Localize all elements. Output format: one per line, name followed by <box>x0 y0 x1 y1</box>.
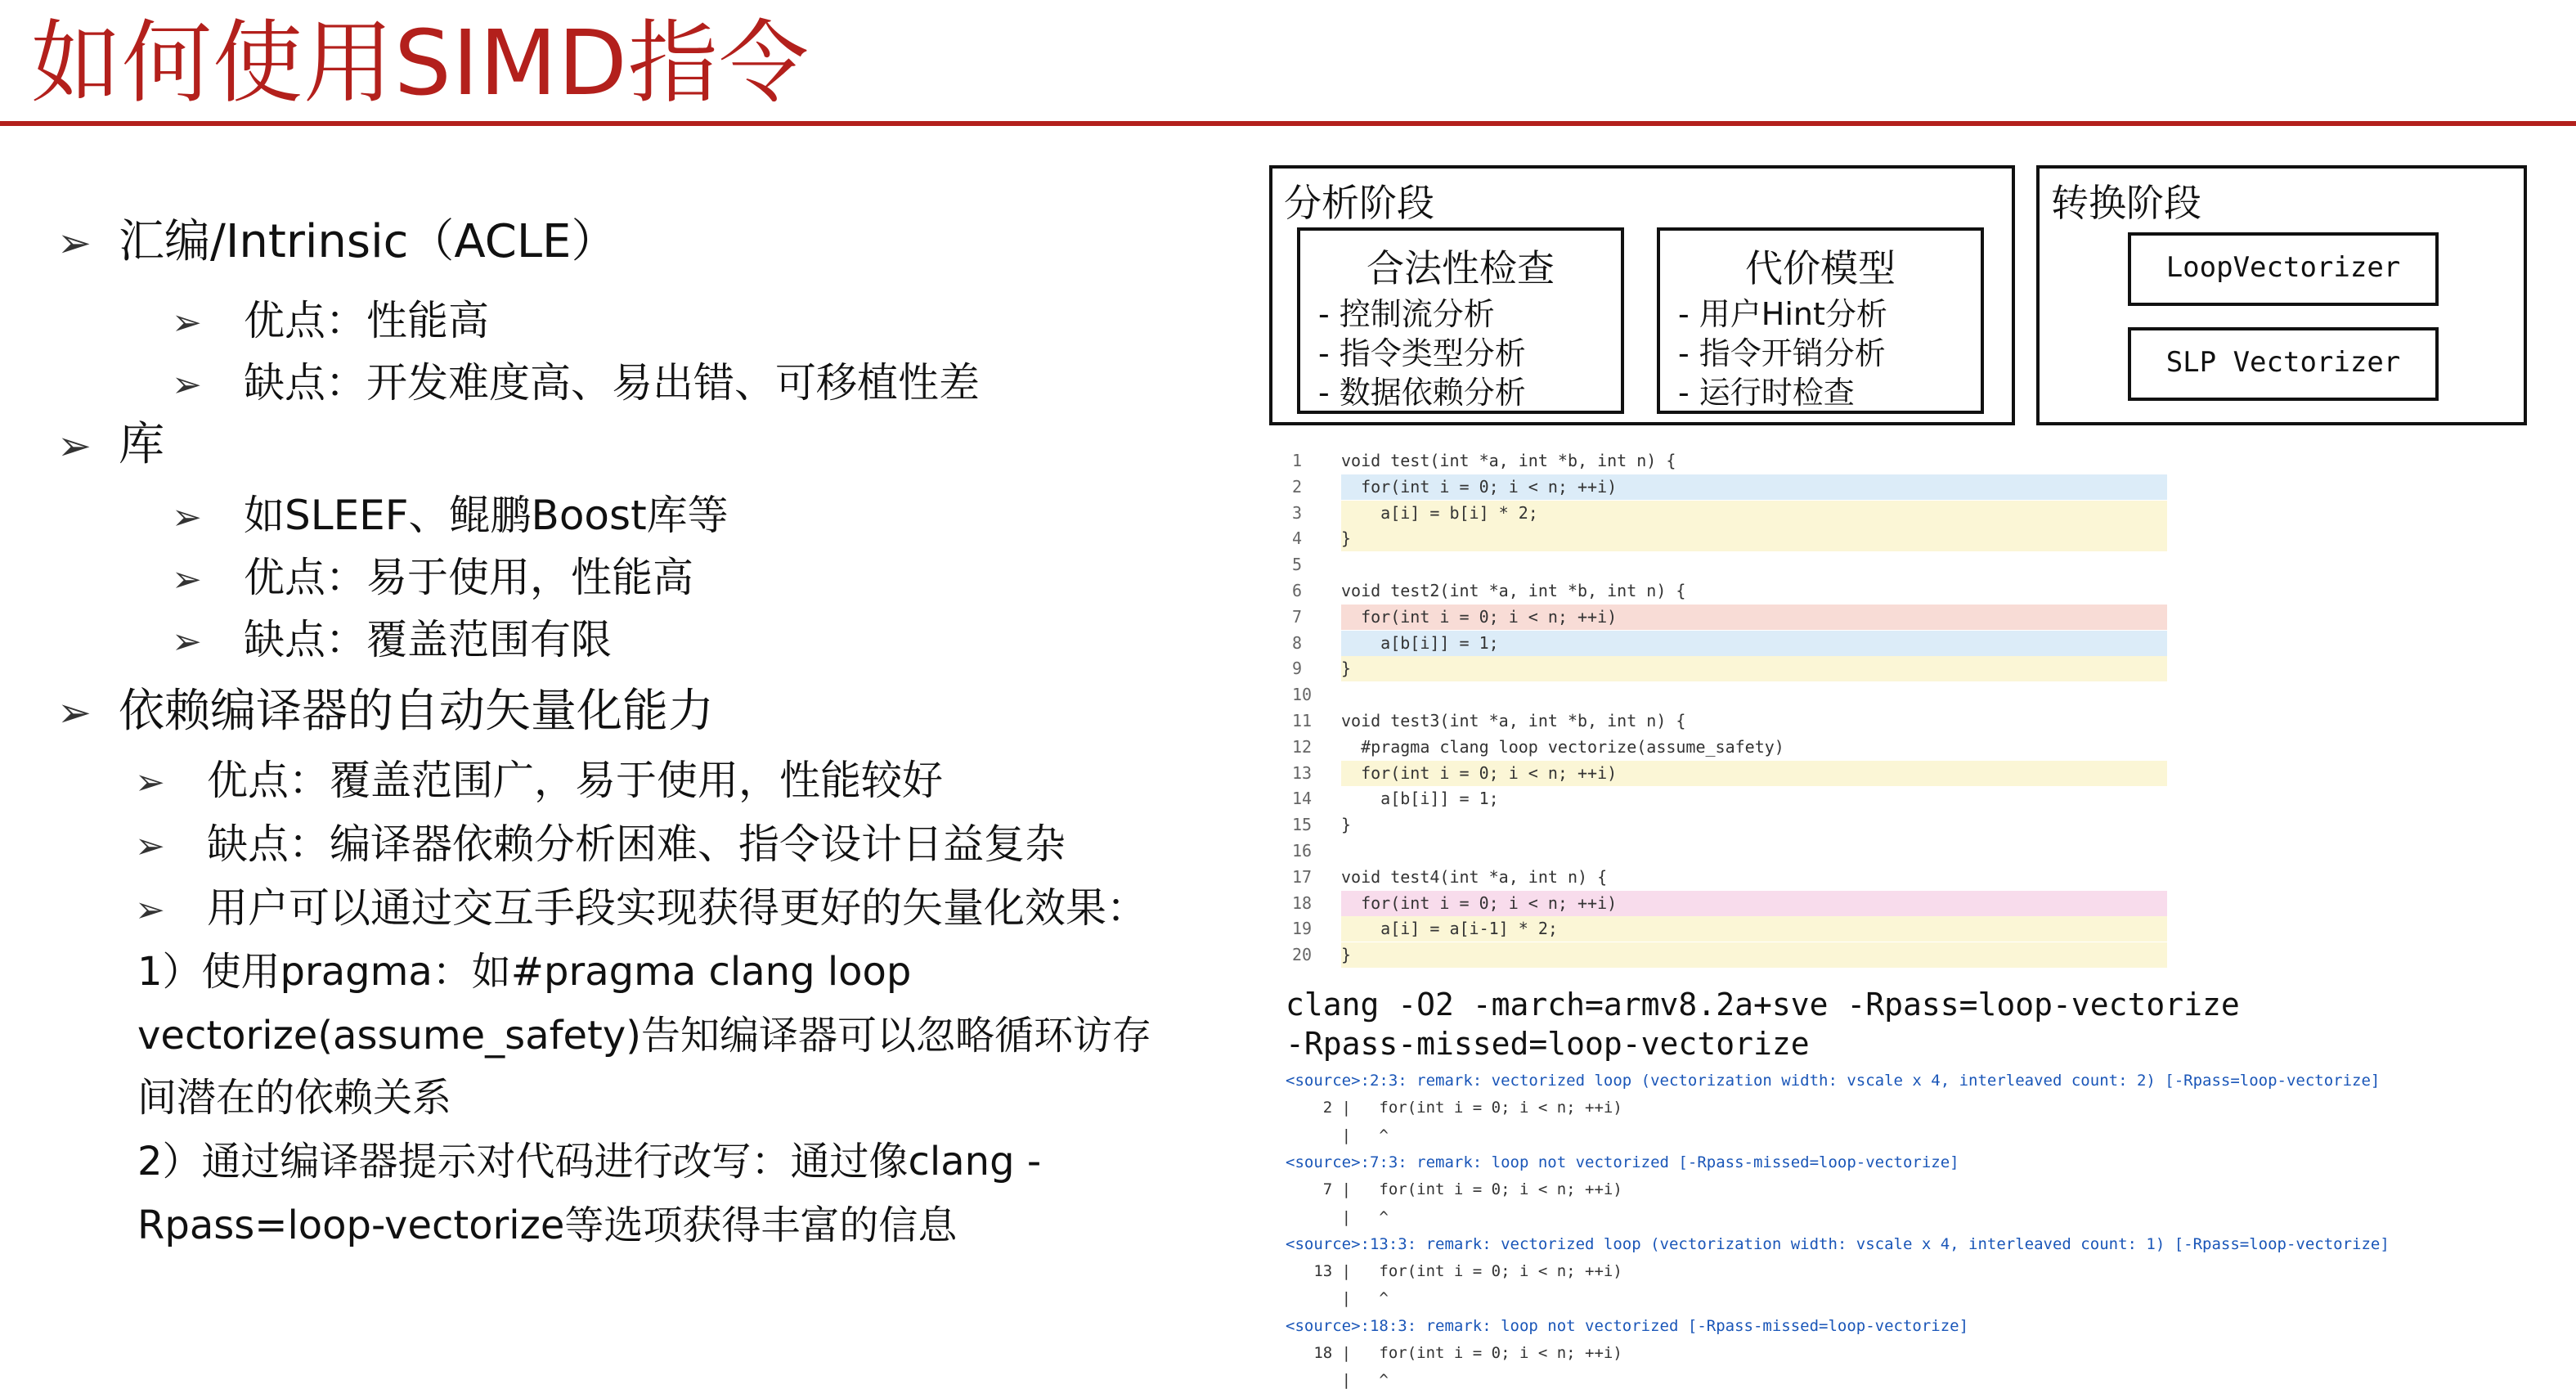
arrow-bullet-icon: ➢ <box>135 889 165 931</box>
code-line <box>1292 552 1341 577</box>
bullet-text: 依赖编译器的自动矢量化能力 <box>119 685 714 738</box>
compiler-remark: <source>:13:3: remark: vectorized loop (vectorization width: vscale x 4, interleaved count: 1) [-Rpass=loop-vectorize] <box>1286 1234 2390 1253</box>
bullet-text: 用户可以通过交互手段实现获得更好的矢量化效果： <box>207 884 1147 932</box>
compiler-source-line: 13 | for(int i = 0; i < n; ++i) <box>1286 1262 1622 1281</box>
code-text: for(int i = 0; i < n; ++i) <box>1341 476 1618 497</box>
legality-item: - 控制流分析 <box>1318 296 1495 332</box>
compiler-source-line: 7 | for(int i = 0; i < n; ++i) <box>1286 1180 1622 1199</box>
arrow-bullet-icon: ➢ <box>172 497 202 538</box>
code-text: for(int i = 0; i < n; ++i) <box>1341 606 1618 627</box>
note-line: 2）通过编译器提示对代码进行改写：通过像clang - <box>137 1139 1042 1184</box>
compiler-remark: <source>:2:3: remark: vectorized loop (vectorization width: vscale x 4, interleaved count: 2) [-Rpass=loop-vectorize] <box>1286 1072 2381 1090</box>
line-number: 1 <box>1292 451 1303 470</box>
code-line <box>1292 942 1351 967</box>
code-line <box>1292 656 1351 681</box>
code-highlight-band <box>1341 526 2167 551</box>
code-line <box>1292 605 1617 629</box>
code-line <box>1292 812 1351 837</box>
code-text: for(int i = 0; i < n; ++i) <box>1341 762 1618 783</box>
code-line <box>1292 735 1784 759</box>
note-line: Rpass=loop-vectorize等选项获得丰富的信息 <box>137 1202 958 1248</box>
loop-vectorizer-box: LoopVectorizer <box>2128 232 2439 306</box>
arrow-bullet-icon: ➢ <box>57 422 92 470</box>
code-highlight-band <box>1341 942 2167 968</box>
legality-item: - 指令类型分析 <box>1318 335 1526 371</box>
code-line <box>1292 786 1499 811</box>
cost-model-item: - 用户Hint分析 <box>1678 296 1887 332</box>
code-line <box>1292 526 1351 551</box>
line-number: 3 <box>1292 502 1303 523</box>
code-line <box>1292 708 1685 733</box>
code-line <box>1292 916 1558 941</box>
bullet-item <box>57 214 617 269</box>
sub-bullet-item <box>135 883 1147 933</box>
compiler-source-line: 2 | for(int i = 0; i < n; ++i) <box>1286 1099 1622 1117</box>
line-number: 6 <box>1292 581 1303 600</box>
code-text: for(int i = 0; i < n; ++i) <box>1341 892 1618 913</box>
code-text: void test3(int *a, int *b, int n) { <box>1341 711 1686 730</box>
line-number: 9 <box>1292 659 1303 679</box>
code-line <box>1292 838 1341 863</box>
code-text: a[i] = a[i-1] * 2; <box>1341 919 1558 939</box>
sub-bullet-item <box>172 553 693 602</box>
line-number: 8 <box>1292 632 1303 653</box>
code-text: void test(int *a, int *b, int n) { <box>1341 451 1676 470</box>
sub-bullet-item <box>172 491 729 540</box>
bullet-text: 缺点：编译器依赖分析困难、指令设计日益复杂 <box>207 820 1066 868</box>
arrow-bullet-icon: ➢ <box>172 302 202 344</box>
compiler-remark: <source>:18:3: remark: loop not vectorized [-Rpass-missed=loop-vectorize] <box>1286 1316 1969 1335</box>
note-line: 间潜在的依赖关系 <box>137 1075 452 1121</box>
arrow-bullet-icon: ➢ <box>172 621 202 663</box>
bullet-text: 如SLEEF、鲲鹏Boost库等 <box>244 492 729 539</box>
bullet-text: 优点：覆盖范围广，易于使用，性能较好 <box>207 757 943 804</box>
arrow-bullet-icon: ➢ <box>172 364 202 406</box>
code-line <box>1292 631 1499 655</box>
compiler-source-line: | ^ <box>1286 1371 1389 1389</box>
line-number: 14 <box>1292 789 1313 809</box>
bullet-text: 汇编/Intrinsic（ACLE） <box>119 215 617 268</box>
bullet-text: 优点：性能高 <box>244 297 489 344</box>
cost-model-title: 代价模型 <box>1745 246 1896 290</box>
sub-bullet-item <box>135 756 943 805</box>
code-line <box>1292 682 1341 707</box>
line-number: 2 <box>1292 476 1303 497</box>
line-number: 16 <box>1292 841 1313 861</box>
analysis-stage-panel <box>1269 165 2015 425</box>
cost-model-item: - 运行时检查 <box>1678 375 1855 411</box>
title-divider <box>0 121 2576 126</box>
code-text: void test4(int *a, int n) { <box>1341 866 1608 887</box>
code-line <box>1292 865 1607 889</box>
bullet-item <box>57 417 164 472</box>
cost-model-box <box>1657 227 1984 414</box>
code-text: } <box>1341 945 1352 965</box>
code-text: #pragma clang loop vectorize(assume_safety) <box>1341 736 1784 757</box>
compiler-source-line: | ^ <box>1286 1289 1389 1308</box>
line-number: 5 <box>1292 555 1303 575</box>
code-text: } <box>1341 659 1352 679</box>
line-number: 15 <box>1292 815 1313 835</box>
sub-bullet-item <box>172 358 980 407</box>
sub-bullet-item <box>172 615 612 664</box>
arrow-bullet-icon: ➢ <box>57 219 92 267</box>
code-text: void test2(int *a, int *b, int n) { <box>1341 581 1686 600</box>
code-text: a[b[i]] = 1; <box>1341 789 1499 809</box>
bullet-text: 缺点：覆盖范围有限 <box>244 616 612 663</box>
compile-command-line-2: -Rpass-missed=loop-vectorize <box>1286 1026 1810 1062</box>
arrow-bullet-icon: ➢ <box>135 762 165 803</box>
line-number: 13 <box>1292 762 1313 783</box>
compiler-source-line: 18 | for(int i = 0; i < n; ++i) <box>1286 1344 1622 1362</box>
legality-check-title: 合法性检查 <box>1367 246 1555 290</box>
bullet-item <box>57 684 714 739</box>
compiler-source-line: | ^ <box>1286 1126 1389 1144</box>
code-line <box>1292 501 1538 525</box>
sub-bullet-item <box>135 820 1066 869</box>
bullet-text: 库 <box>119 418 164 471</box>
line-number: 12 <box>1292 736 1313 757</box>
compiler-remark: <source>:7:3: remark: loop not vectorized [-Rpass-missed=loop-vectorize] <box>1286 1153 1959 1171</box>
transform-stage-title: 转换阶段 <box>2051 181 2201 225</box>
compile-command-line-1: clang -O2 -march=armv8.2a+sve -Rpass=loop-vectorize <box>1286 987 2240 1023</box>
cost-model-item: - 指令开销分析 <box>1678 335 1886 371</box>
note-line: vectorize(assume_safety)告知编译器可以忽略循环访存 <box>137 1013 1151 1059</box>
arrow-bullet-icon: ➢ <box>135 825 165 867</box>
line-number: 17 <box>1292 866 1313 887</box>
code-line <box>1292 474 1617 499</box>
code-line <box>1292 891 1617 915</box>
code-text: } <box>1341 528 1352 549</box>
bullet-text: 优点：易于使用，性能高 <box>244 554 693 601</box>
code-highlight-band <box>1341 656 2167 681</box>
bullet-text: 缺点：开发难度高、易出错、可移植性差 <box>244 359 980 407</box>
code-text: a[b[i]] = 1; <box>1341 632 1499 653</box>
slp-vectorizer-box: SLP Vectorizer <box>2128 327 2439 401</box>
code-line <box>1292 761 1617 785</box>
page-title: 如何使用SIMD指令 <box>31 11 810 115</box>
arrow-bullet-icon: ➢ <box>57 689 92 736</box>
code-line <box>1292 578 1685 603</box>
sub-bullet-item <box>172 296 489 345</box>
code-line <box>1292 448 1676 473</box>
note-line: 1）使用pragma：如#pragma clang loop <box>137 949 912 995</box>
line-number: 4 <box>1292 528 1303 549</box>
line-number: 19 <box>1292 919 1313 939</box>
line-number: 11 <box>1292 711 1313 730</box>
line-number: 20 <box>1292 945 1313 965</box>
legality-check-box <box>1297 227 1624 414</box>
arrow-bullet-icon: ➢ <box>172 559 202 600</box>
analysis-stage-title: 分析阶段 <box>1284 181 1434 225</box>
code-text: a[i] = b[i] * 2; <box>1341 502 1538 523</box>
line-number: 10 <box>1292 685 1313 705</box>
line-number: 18 <box>1292 892 1313 913</box>
line-number: 7 <box>1292 606 1303 627</box>
compiler-source-line: | ^ <box>1286 1207 1389 1226</box>
code-text: } <box>1341 815 1352 835</box>
legality-item: - 数据依赖分析 <box>1318 375 1526 411</box>
transform-stage-panel <box>2036 165 2527 425</box>
